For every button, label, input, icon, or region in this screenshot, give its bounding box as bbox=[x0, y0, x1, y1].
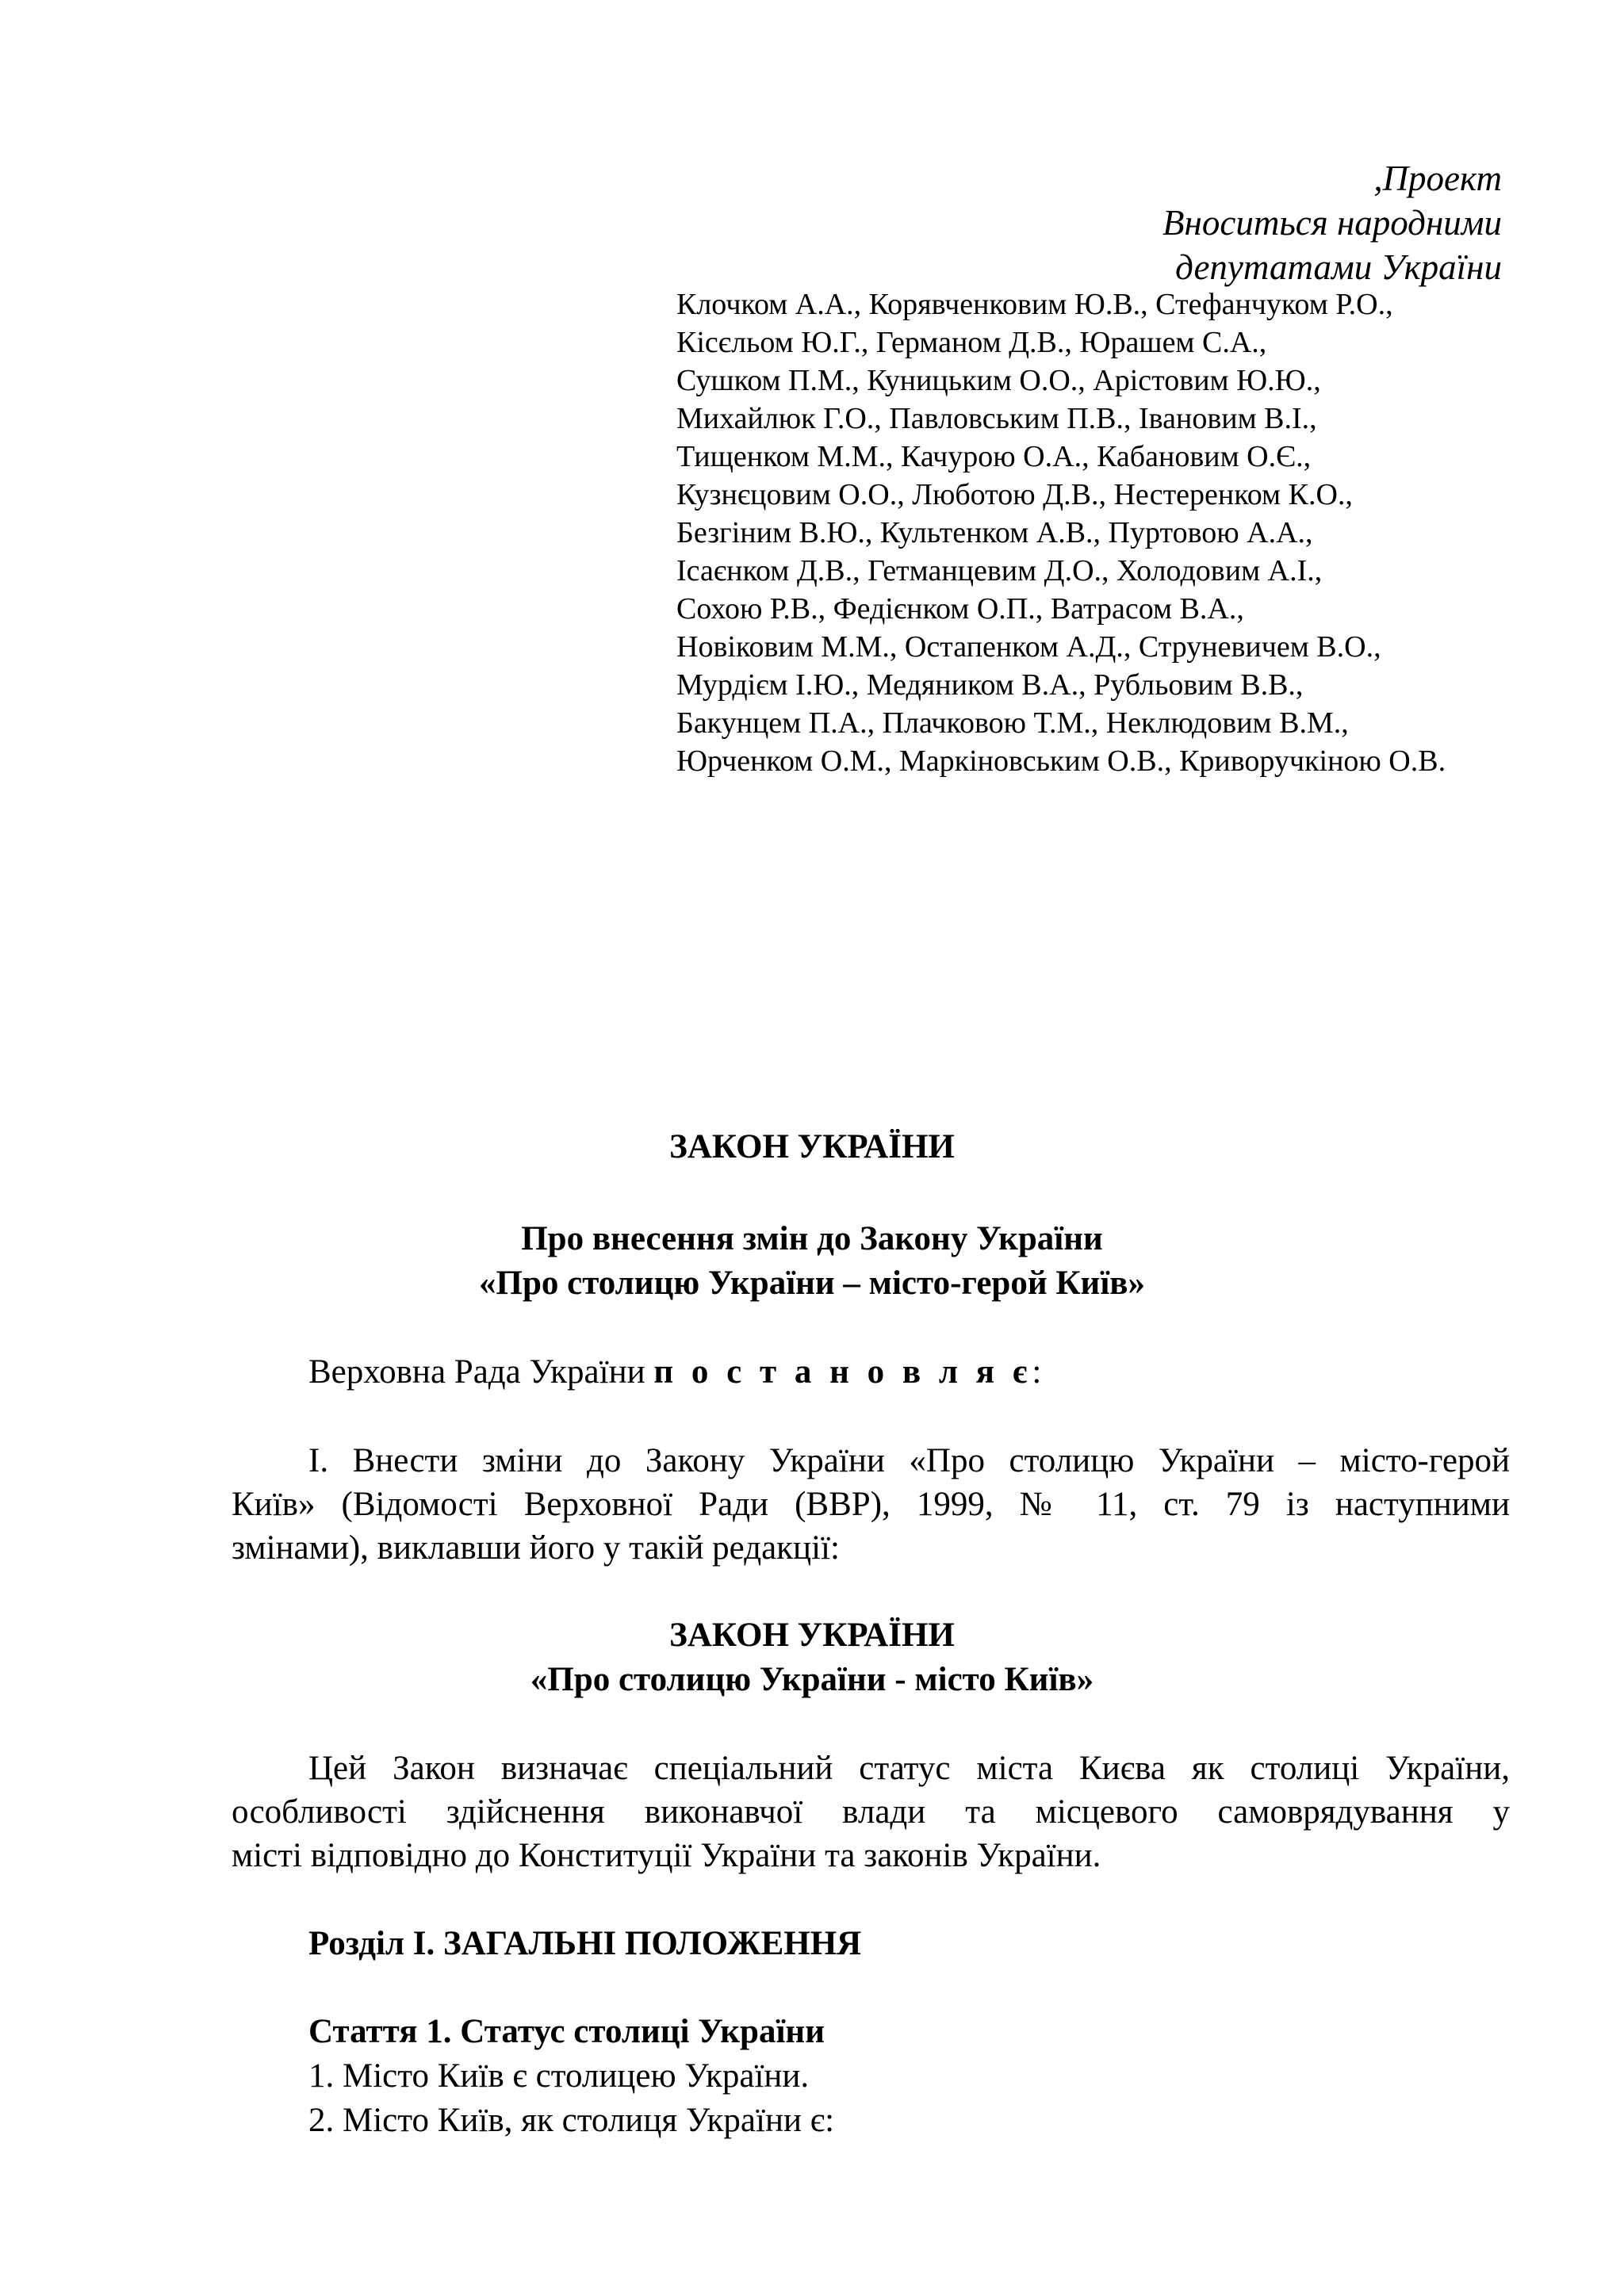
amendment-line: змінами), виклавши його у такій редакції: bbox=[232, 1529, 840, 1567]
authors-line: Сушком П.М., Куницьким О.О., Арістовим Ю.Ю., bbox=[676, 364, 1321, 397]
law-subtitle-line-1: Про внесення змін до Закону України bbox=[521, 1220, 1103, 1257]
authors-line: Кісєльом Ю.Г., Германом Д.В., Юрашем С.А., bbox=[676, 326, 1267, 359]
authors-line: Мурдієм І.Ю., Медяником В.А., Рубльовим В.В., bbox=[676, 668, 1304, 702]
preamble-paragraph bbox=[232, 1747, 1510, 1877]
draft-label: ,Проект bbox=[1373, 159, 1502, 198]
amendment-line: І. Внести зміни до Закону України «Про столицю України – місто-герой bbox=[308, 1442, 1510, 1479]
article-item: 1. Місто Київ є столицею України. bbox=[308, 2057, 810, 2095]
resolution-suffix: : bbox=[1032, 1353, 1042, 1391]
authors-line: Клочком А.А., Корявченковим Ю.В., Стефанчуком Р.О., bbox=[676, 288, 1393, 321]
authors-line: Ісаєнком Д.В., Гетманцевим Д.О., Холодовим А.І., bbox=[676, 554, 1323, 587]
new-law-subtitle: «Про столицю України - місто Київ» bbox=[530, 1661, 1094, 1698]
amendment-paragraph bbox=[232, 1439, 1510, 1570]
submitted-by-line-1: Вноситься народними bbox=[1162, 203, 1502, 243]
authors-line: Тищенком М.М., Качурою О.А., Кабановим О.Є., bbox=[676, 440, 1312, 473]
authors-line: Новіковим М.М., Остапенком А.Д., Струневичем В.О., bbox=[676, 630, 1381, 664]
authors-line: Юрченком О.М., Маркіновським О.В., Криворучкіною О.В. bbox=[676, 744, 1446, 778]
law-title: ЗАКОН УКРАЇНИ bbox=[669, 1128, 955, 1165]
resolution-line bbox=[308, 1351, 1041, 1394]
new-law-title: ЗАКОН УКРАЇНИ bbox=[669, 1617, 955, 1654]
amendment-line: Київ» (Відомості Верховної Ради (ВВР), 1999, № 11, ст. 79 із наступними bbox=[232, 1486, 1510, 1523]
preamble-line: Цей Закон визначає спеціальний статус міста Києва як столиці України, bbox=[308, 1750, 1510, 1787]
authors-line: Михайлюк Г.О., Павловським П.В., Івановим В.І., bbox=[676, 402, 1317, 435]
resolution-prefix: Верховна Рада України bbox=[308, 1353, 654, 1391]
article-item: 2. Місто Київ, як столиця України є: bbox=[308, 2102, 835, 2139]
preamble-line: місті відповідно до Конституції України та законів України. bbox=[232, 1837, 1101, 1874]
article-heading: Стаття 1. Статус столиці України bbox=[308, 2013, 825, 2050]
authors-line: Сохою Р.В., Федієнком О.П., Ватрасом В.А., bbox=[676, 592, 1244, 626]
submitted-by-line-2: депутатами України bbox=[1175, 247, 1502, 287]
preamble-line: особливості здійснення виконавчої влади та місцевого самоврядування у bbox=[232, 1793, 1510, 1831]
authors-list bbox=[676, 285, 1446, 780]
resolution-keyword: п о с т а н о в л я є bbox=[653, 1353, 1032, 1391]
authors-line: Безгіним В.Ю., Культенком А.В., Пуртовою А.А., bbox=[676, 516, 1313, 549]
authors-line: Кузнєцовим О.О., Люботою Д.В., Нестеренком К.О., bbox=[676, 478, 1353, 511]
section-heading: Розділ І. ЗАГАЛЬНІ ПОЛОЖЕННЯ bbox=[308, 1925, 862, 1962]
authors-line: Бакунцем П.А., Плачковою Т.М., Неклюдовим В.М., bbox=[676, 706, 1349, 740]
law-subtitle-line-2: «Про столицю України – місто-герой Київ» bbox=[479, 1265, 1145, 1302]
